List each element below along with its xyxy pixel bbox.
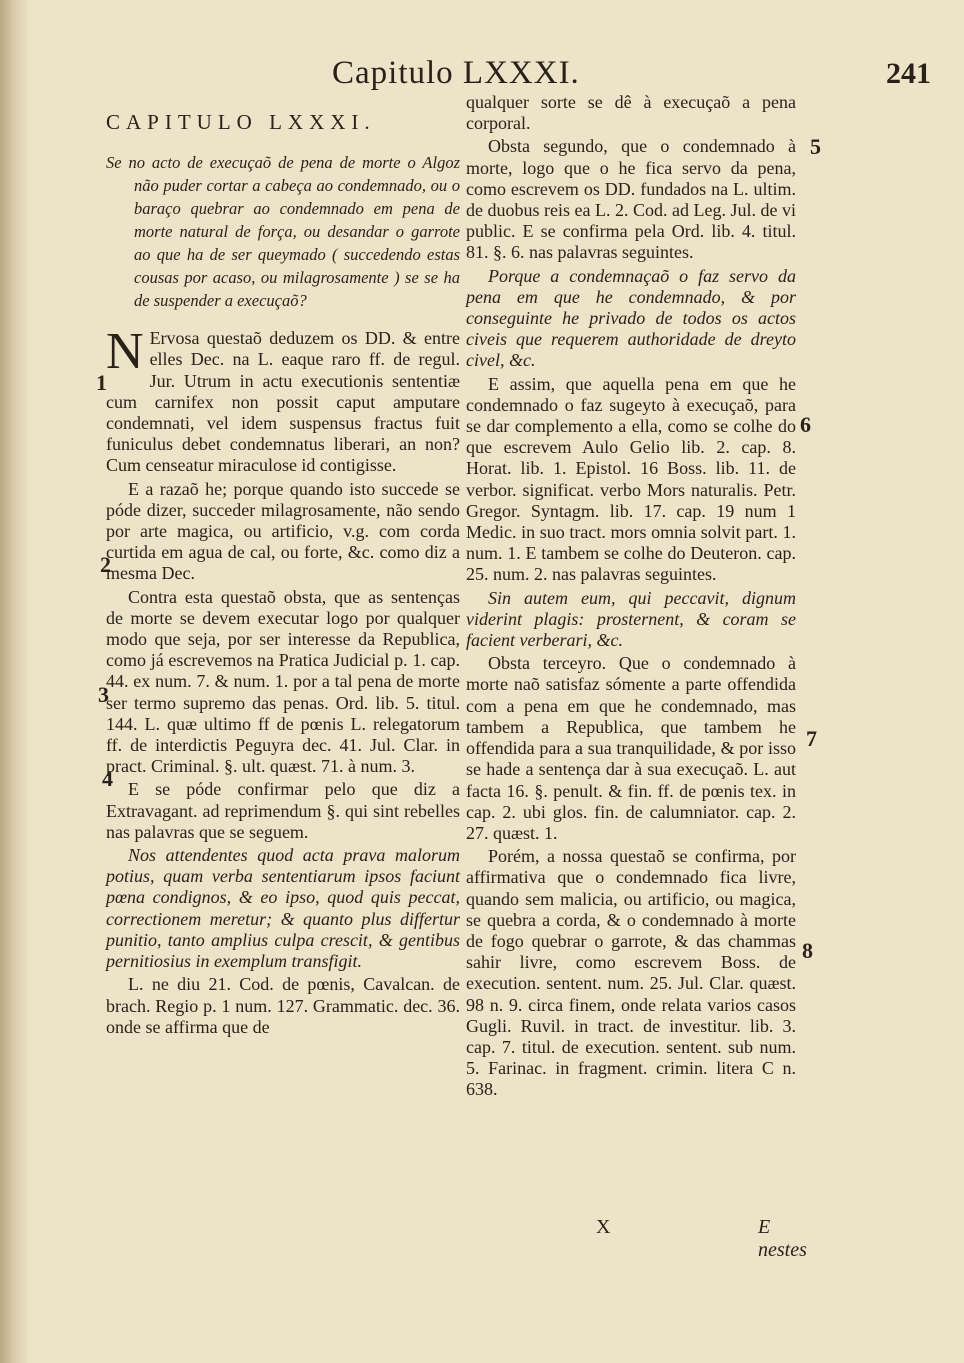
paragraph: Porém, a nossa questaõ se confirma, por affirmativa que o condemnado fica livre, quando sem malicia, ou artificio, ou magica, se quebra a corda, & o condemnado à morte de fogo quebrar o garrote, & das chammas sahir livre, como escrevem Boss. de execution. sentent. num. 25. Jul. Clar. quæst. 98 n. 9. circa finem, onde relata varios casos Gugli. Ruvil. in tract. de investitur. lib. 3. cap. 7. titul. de execution. sentent. sub num. 5. Farinac. in fragment. crimin. litera C n. 638. [466, 846, 796, 1100]
paragraph-text: Ervosa questaõ deduzem os DD. & entre elles Dec. na L. eaque raro ff. de regul. Jur. Utrum in actu executionis sententiæ cum carnifex non possit caput amputare condemnati, vel idem suspensus fractus fuit funiculus debet condemnatus liberari, an non? Cum censeatur miraculose id contigisse. [106, 328, 460, 476]
paragraph: E se póde confirmar pelo que diz a Extravagant. ad reprimendum §. qui sint rebelles nas palavras que se seguem. [106, 779, 460, 842]
paragraph [106, 323, 460, 476]
running-title: Capitulo LXXXI. [332, 55, 580, 91]
margin-number: 8 [802, 938, 813, 963]
chapter-question: Se no acto de execuçaõ de pena de morte o Algoz não puder cortar a cabeça ao condemnado, ou o baraço quebrar ao condemnado em pena de morte natural de força, ou desandar o garrote ao que ha de ser queymado ( succedendo estas cousas por acaso, ou milagrosamente ) se se ha de suspender a execuçaõ? [106, 153, 460, 311]
left-column [106, 112, 460, 1040]
margin-number: 3 [98, 682, 109, 707]
quotation: Sin autem eum, qui peccavit, dignum viderint plagis: prosternent, & coram se facient verberari, &c. [466, 587, 796, 651]
signature-mark: X [596, 1216, 611, 1238]
margin-number: 7 [806, 726, 817, 751]
margin-number: 2 [100, 552, 111, 577]
margin-number: 6 [800, 412, 811, 437]
margin-number: 5 [810, 134, 821, 159]
catchword: E nestes [758, 1216, 807, 1261]
quotation: Nos attendentes quod acta prava malorum potius, quam verba sententiarum ipsos faciunt pœna condignos, & eo ipso, quod quis peccat, correctionem meretur; & quanto plus differtur punitio, tanto amplius culpa crescit, & gentibus pernitiosius in exemplum transfigit. [106, 845, 460, 972]
paragraph: L. ne diu 21. Cod. de pœnis, Cavalcan. de brach. Regio p. 1 num. 127. Grammatic. dec. 36. onde se affirma que de [106, 974, 460, 1037]
margin-number: 1 [96, 370, 107, 395]
paragraph: qualquer sorte se dê à execuçaõ a pena corporal. [466, 92, 796, 134]
drop-cap: N [106, 323, 144, 381]
paragraph: E assim, que aquella pena em que he condemnado o faz sugeyto à execuçaõ, para se dar complemento a ella, como se colhe do que escrevem Aulo Gelio lib. 2. cap. 8. Horat. lib. 1. Epistol. 16 Boss. lib. 11. de verbor. significat. verbo Mors naturalis. Petr. Gregor. Syntagm. lib. 17. cap. 19 num 1 Medic. in suo tract. mors omnia solvit part. 1. num. 1. E tambem se colhe do Deuteron. cap. 25. num. 2. nas palavras seguintes. [466, 373, 796, 585]
paragraph: E a razaõ he; porque quando isto succede se póde dizer, succeder milagrosamente, não sendo por arte magica, ou artificio, v.g. com corda curtida em agua de cal, ou forte, &c. como diz a mesma Dec. [106, 478, 460, 584]
running-head [0, 55, 964, 95]
page-number: 241 [886, 57, 931, 90]
quotation: Porque a condemnaçaõ o faz servo da pena em que he condemnado, & por conseguinte he privado de todos os actos civeis que requerem authoridade de dreyto civel, &c. [466, 265, 796, 371]
book-gutter [0, 0, 30, 1363]
paragraph: Contra esta questaõ obsta, que as sentenças de morte se devem executar logo por qualquer modo que seja, por ser interesse da Republica, como já escrevemos na Pratica Judicial p. 1. cap. 44. ex num. 7. & num. 1. por a tal pena de morte ser termo supremo das penas. Ord. lib. 5. titul. 144. L. quæ ultimo ff de pœnis L. relegatorum ff. de interdictis Peguyra dec. 41. Jul. Clar. in pract. Criminal. §. ult. quæst. 71. à num. 3. [106, 586, 460, 777]
paragraph: Obsta segundo, que o condemnado à morte, logo que o he fica servo da pena, como escrevem os DD. fundados na L. ultim. de duobus reis ea L. 2. Cod. ad Leg. Jul. de vi public. E se confirma pela Ord. lib. 4. titul. 81. §. 6. nas palavras seguintes. [466, 136, 796, 263]
right-column [466, 92, 796, 1103]
chapter-heading: CAPITULO LXXXI. [106, 110, 376, 134]
paragraph: Obsta terceyro. Que o condemnado à morte naõ satisfaz sómente a parte offendida com a pena em que he condemnado, mas tambem a Republica, que tambem he offendida para a sua tranquilidade, & por isso se hade a sentença dar à sua execuçaõ. L. aut facta 16. §. penult. & fin. ff. de pœnis tex. in cap. 2. ubi glos. fin. de calumniator. cap. 2. 27. quæst. 1. [466, 653, 796, 843]
page-footer [466, 1216, 816, 1261]
margin-number: 4 [102, 766, 113, 791]
